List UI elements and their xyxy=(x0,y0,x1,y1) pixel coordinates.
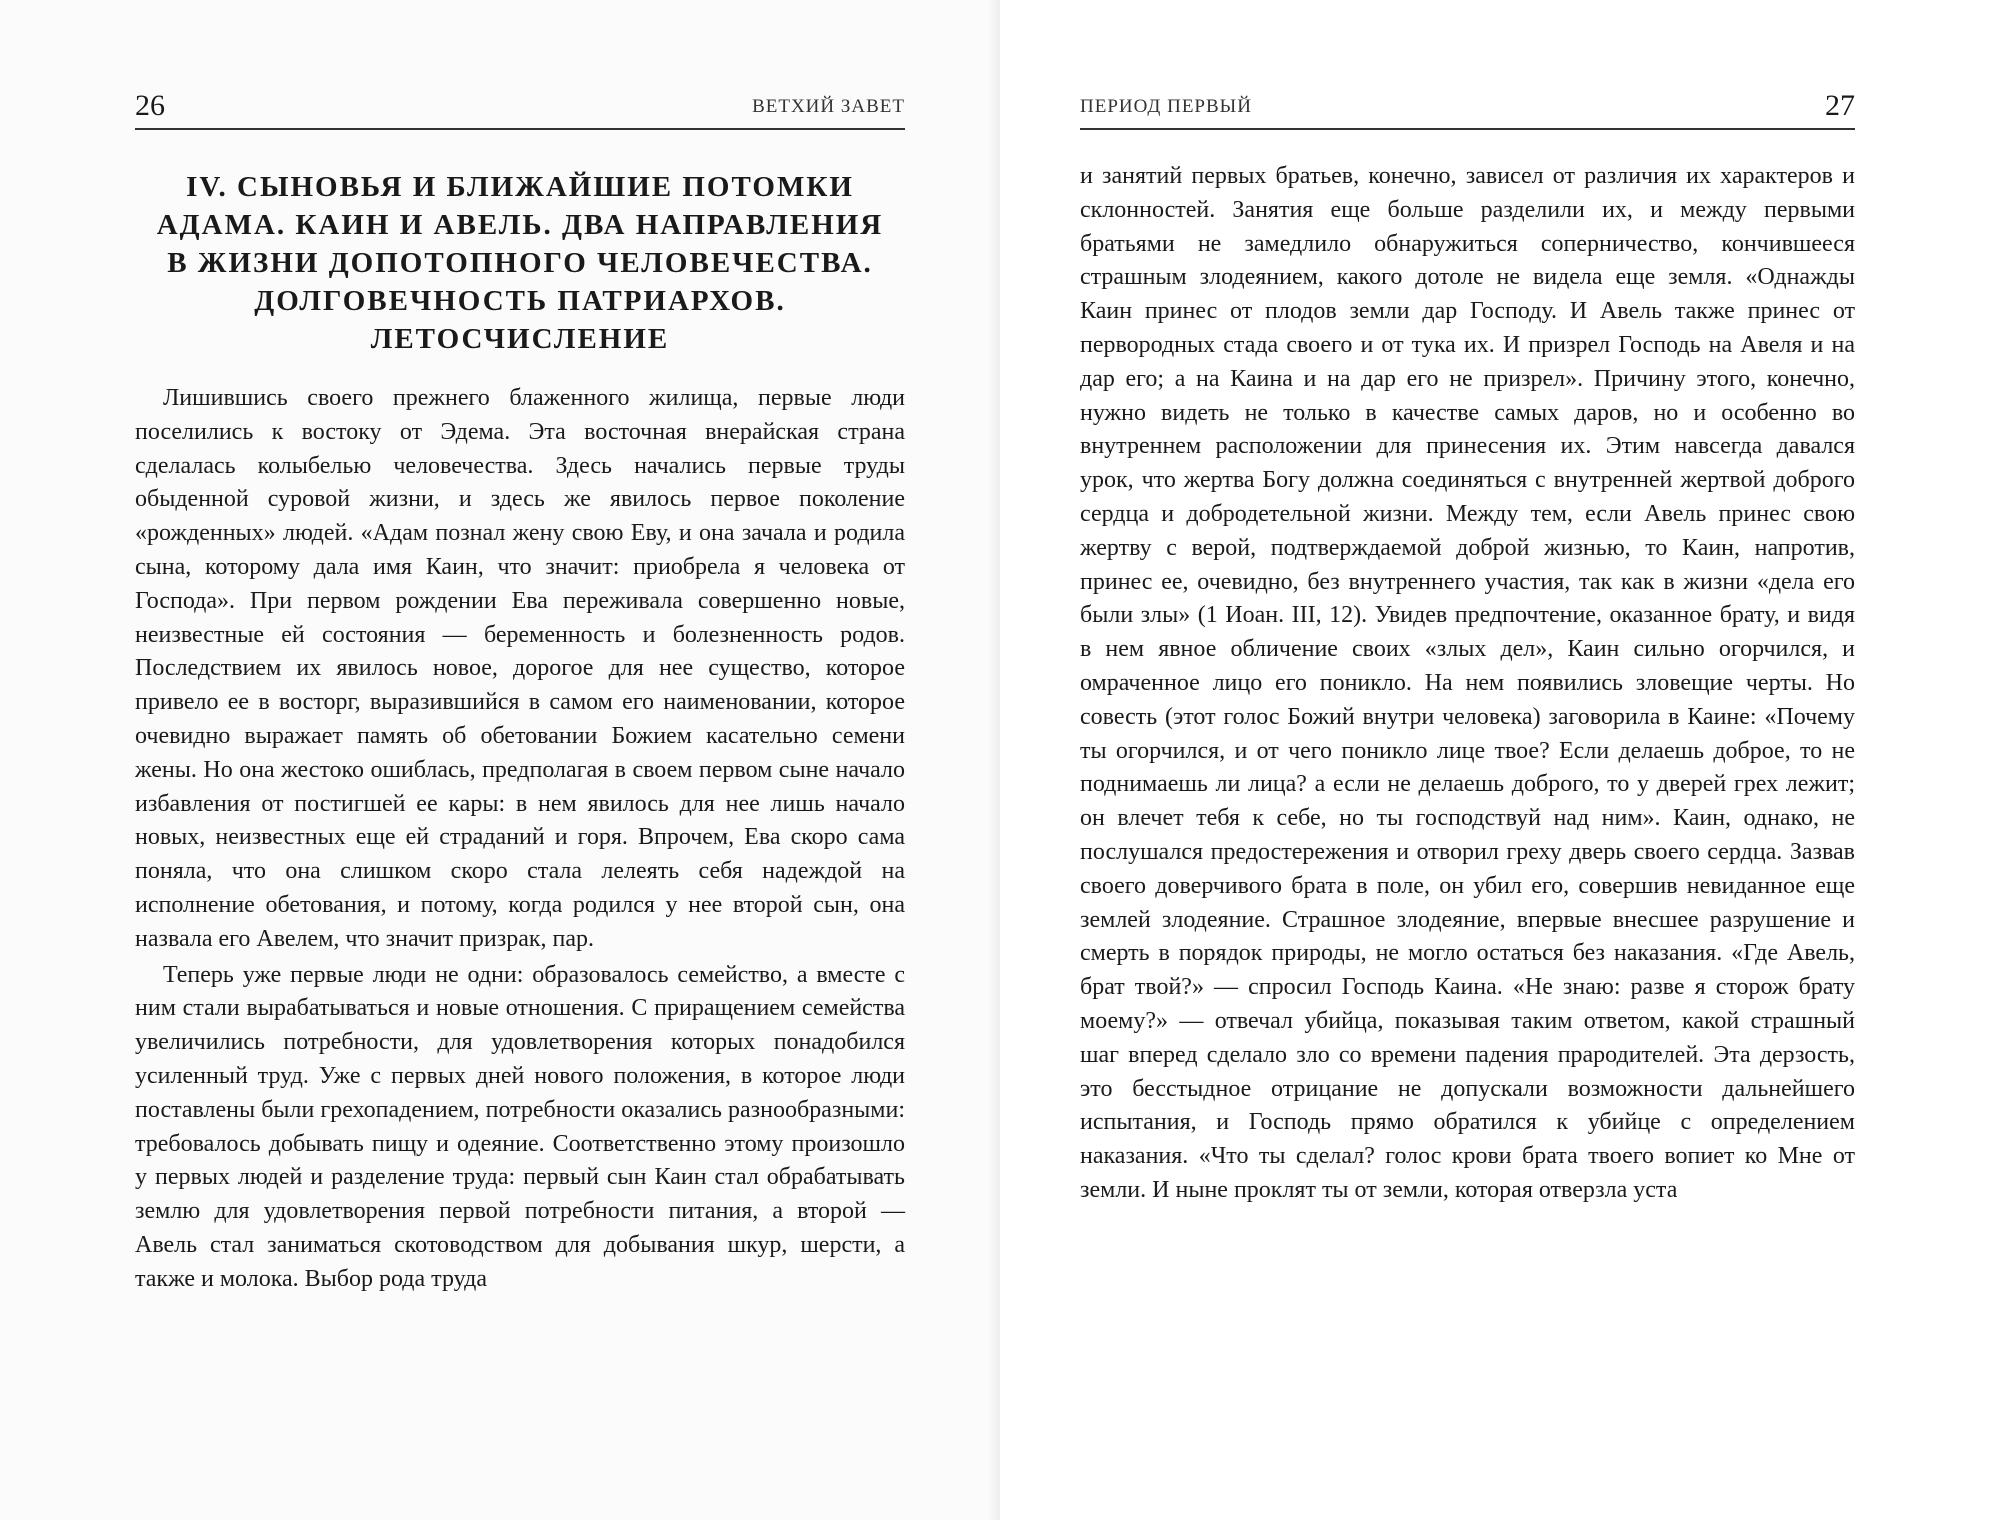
right-running-head xyxy=(1080,84,1855,130)
paragraph: и занятий первых братьев, конечно, зависел от различия их характеров и склонностей. Занятия еще больше разделили их, и между первыми братьями не замедлило обнаружиться соперничество, кончившееся страшным злодеянием, какого дотоле не видела еще земля. «Однажды Каин принес от плодов земли дар Господу. И Авель также принес от первородных стада своего и от тука их. И призрел Господь на Авеля и на дар его; а на Каина и на дар его не призрел». Причину этого, конечно, нужно видеть не только в качестве самых даров, но и особенно во внутреннем расположении для принесения их. Этим навсегда давался урок, что жертва Богу должна соединяться с внутренней жертвой доброго сердца и добродетельной жизни. Между тем, если Авель принес свою жертву с верой, подтверждаемой доброй жизнью, то Каин, напротив, принес ее, очевидно, без внутреннего участия, так как в жизни «дела его были злы» (1 Иоан. III, 12). Увидев предпочтение, оказанное брату, и видя в нем явное обличение своих «злых дел», Каин сильно огорчился, и омраченное лицо его поникло. На нем появились зловещие черты. Но совесть (этот голос Божий внутри человека) заговорила в Каине: «Почему ты огорчился, и от чего поникло лице твое? Если делаешь доброе, то не поднимаешь ли лица? а если не делаешь доброго, то у дверей грех лежит; он влечет тебя к себе, но ты господствуй над ним». Каин, однако, не послушался предостережения и отворил греху дверь своего сердца. Зазвав своего доверчивого брата в поле, он убил его, совершив невиданное еще землей злодеяние. Страшное злодеяние, впервые внесшее разрушение и смерть в порядок природы, не могло остаться без наказания. «Где Авель, брат твой?» — спросил Господь Каина. «Не знаю: разве я сторож брату моему?» — отвечал убийца, показывая таким ответом, какой страшный шаг вперед сделало зло со времени падения прародителей. Эта дерзость, это бесстыдное отрицание не допускали возможности дальнейшего испытания, и Господь прямо обратился к убийце с определением наказания. «Что ты сделал? голос крови брата твоего вопиет ко Мне от земли. И ныне проклят ты от земли, которая отверзла уста xyxy=(1080,163,1855,1203)
right-text-block xyxy=(1080,160,1855,1208)
left-running-head xyxy=(135,84,905,130)
right-page-number: 27 xyxy=(1825,89,1855,122)
left-text-block xyxy=(135,168,905,1297)
right-running-title: ПЕРИОД ПЕРВЫЙ xyxy=(1080,96,1252,117)
paragraph: Лишившись своего прежнего блаженного жилища, первые люди поселились к востоку от Эдема. Эта восточная внерайская страна сделалась колыбелью человечества. Здесь начались первые труды обыденной суровой жизни, и здесь же явилось первое поколение «рожденных» людей. «Адам познал жену свою Еву, и она зачала и родила сына, которому дала имя Каин, что значит: приобрела я человека от Господа». При первом рождении Ева переживала совершенно новые, неизвестные ей состояния — беременность и болезненность родов. Последствием их явилось новое, дорогое для нее существо, которое привело ее в восторг, выразившийся в самом его наименовании, которое очевидно выражает память об обетовании Божием касательно семени жены. Но она жестоко ошиблась, предполагая в своем первом сыне начало избавления от постигшей ее кары: в нем явилось для нее лишь начало новых, неизвестных еще ей страданий и горя. Впрочем, Ева скоро сама поняла, что она слишком скоро стала лелеять себя надеждой на исполнение обетования, и потому, когда родился у нее второй сын, она назвала его Авелем, что значит призрак, пар. xyxy=(135,385,905,952)
left-page-number: 26 xyxy=(135,89,165,122)
chapter-title: IV. СЫНОВЬЯ И БЛИЖАЙШИЕ ПОТОМКИ АДАМА. КАИН И АВЕЛЬ. ДВА НАПРАВЛЕНИЯ В ЖИЗНИ ДОПОТОПНОГО ЧЕЛОВЕЧЕСТВА. ДОЛГОВЕЧНОСТЬ ПАТРИАРХОВ. ЛЕТОСЧИСЛЕНИЕ xyxy=(156,171,884,355)
left-running-title: ВЕТХИЙ ЗАВЕТ xyxy=(752,96,905,117)
right-page xyxy=(1000,0,2000,1520)
paragraph: Теперь уже первые люди не одни: образовалось семейство, а вместе с ним стали вырабатываться и новые отношения. С приращением семейства увеличились потребности, для удовлетворения которых понадобился усиленный труд. Уже с первых дней нового положения, в которое люди поставлены были грехопадением, потребности оказались разнообразными: требовалось добывать пищу и одеяние. Соответственно этому произошло у первых людей и разделение труда: первый сын Каин стал обрабатывать землю для удовлетворения первой потребности питания, а второй — Авель стал заниматься скотоводством для добывания шкур, шерсти, а также и молока. Выбор рода труда xyxy=(135,961,905,1292)
